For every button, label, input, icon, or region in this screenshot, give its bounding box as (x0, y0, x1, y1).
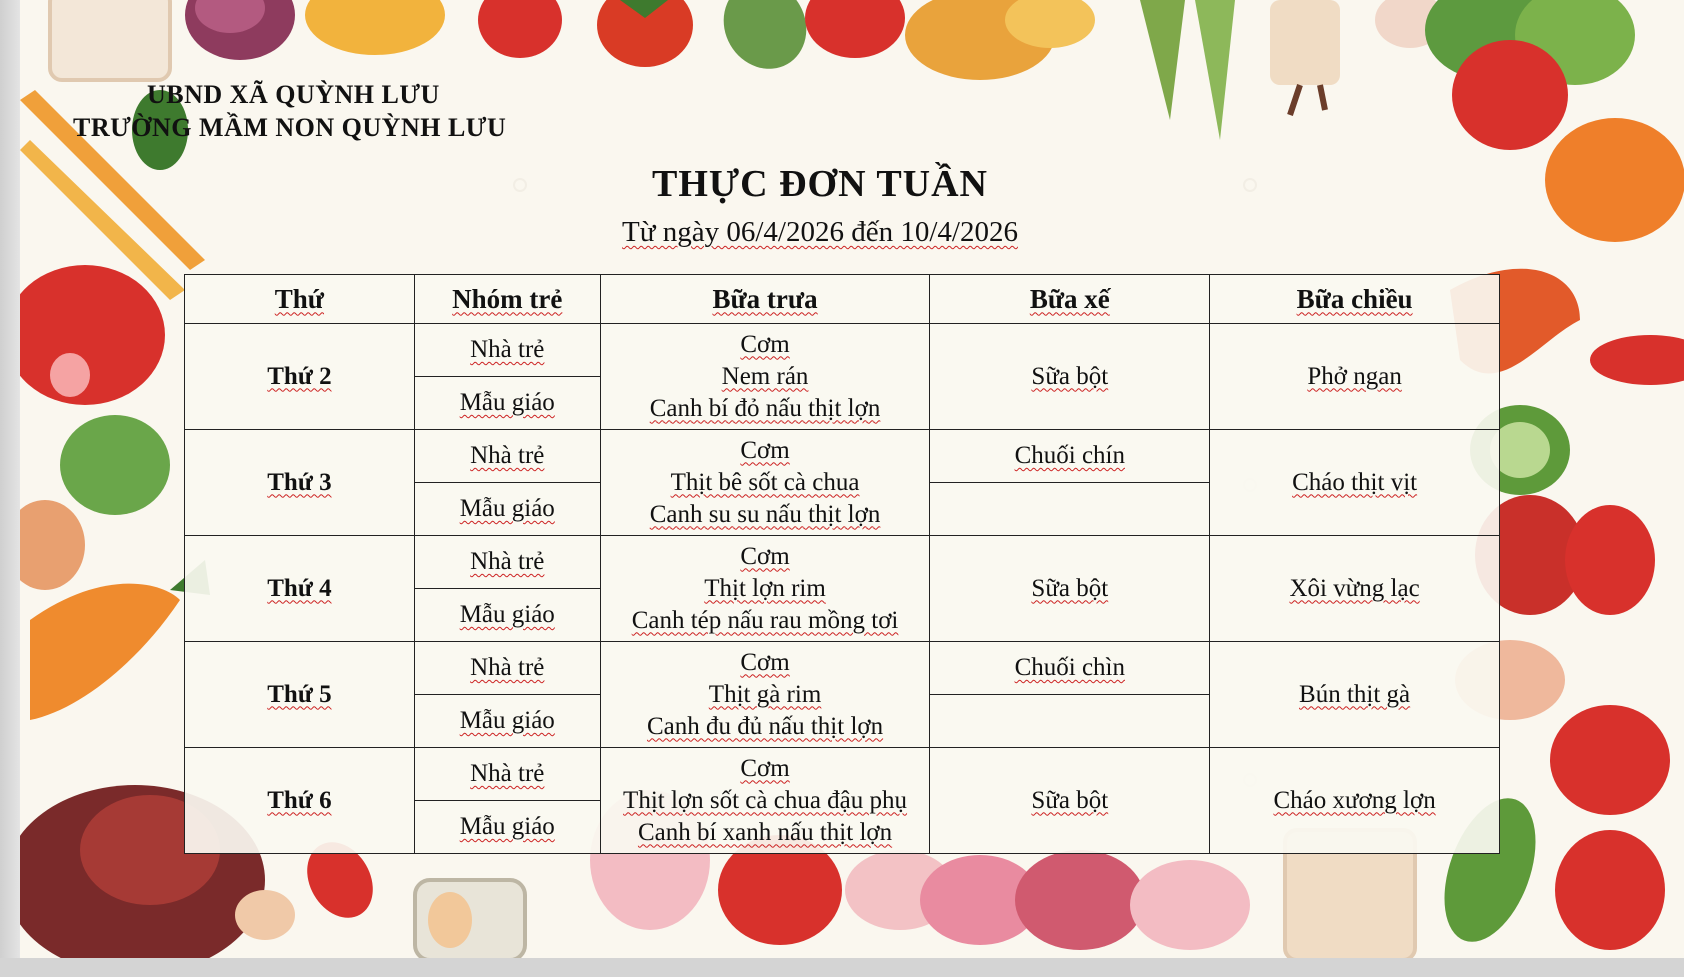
menu-date-range: Từ ngày 06/4/2026 đến 10/4/2026 (622, 216, 1018, 248)
lunch-dish: Canh bí xanh nấu thịt lợn (637, 818, 893, 846)
group-nursery-cell: Nhà trẻ (414, 324, 600, 377)
lunch-dish: Canh đu đủ nấu thịt lợn (646, 712, 884, 740)
lunch-dish: Cơm (740, 330, 790, 358)
table-header-row (185, 275, 1500, 324)
lunch-dish: Thịt bê sốt cà chua (670, 468, 860, 496)
afternoon-cell: Phở ngan (1210, 324, 1500, 430)
group-nursery-cell: Nhà trẻ (414, 430, 600, 483)
table-row (185, 324, 1500, 377)
group-nursery-cell: Nhà trẻ (414, 536, 600, 589)
snack-nursery-cell: Chuối chìn (930, 642, 1210, 695)
weekly-menu-table (184, 274, 1500, 854)
header-lunch: Bữa trưa (600, 275, 930, 324)
snack-cell: Sữa bột (930, 536, 1210, 642)
table-row (185, 430, 1500, 483)
table-body (185, 324, 1500, 854)
lunch-dish: Nem rán (721, 362, 809, 390)
day-cell: Thứ 4 (185, 536, 415, 642)
menu-title: THỰC ĐƠN TUẦN (651, 163, 989, 205)
lunch-cell (600, 642, 930, 748)
lunch-dish: Canh su su nấu thịt lợn (649, 500, 881, 528)
snack-kindergarten-cell (930, 695, 1210, 748)
afternoon-cell: Cháo thịt vịt (1210, 430, 1500, 536)
district-name: UBND XÃ QUỲNH LƯU (147, 80, 440, 109)
snack-cell: Sữa bột (930, 324, 1210, 430)
lunch-cell (600, 748, 930, 854)
table-row (185, 642, 1500, 695)
snack-nursery-cell: Chuối chín (930, 430, 1210, 483)
group-kindergarten-cell: Mẫu giáo (414, 801, 600, 854)
lunch-cell (600, 536, 930, 642)
group-nursery-cell: Nhà trẻ (414, 748, 600, 801)
group-kindergarten-cell: Mẫu giáo (414, 483, 600, 536)
day-cell: Thứ 6 (185, 748, 415, 854)
header-snack: Bữa xế (930, 275, 1210, 324)
lunch-dish: Cơm (740, 542, 790, 570)
page-gutter (0, 0, 20, 977)
group-kindergarten-cell: Mẫu giáo (414, 695, 600, 748)
lunch-dish: Cơm (740, 754, 790, 782)
lunch-dish: Thịt lợn rim (704, 574, 826, 602)
document-page (20, 0, 1684, 958)
table-row (185, 536, 1500, 589)
lunch-dish: Canh tép nấu rau mồng tơi (631, 606, 899, 634)
lunch-cell (600, 430, 930, 536)
lunch-cell (600, 324, 930, 430)
lunch-dish: Thịt lợn sốt cà chua đậu phụ (623, 786, 908, 814)
lunch-dish: Thịt gà rim (708, 680, 822, 708)
header-group: Nhóm trẻ (414, 275, 600, 324)
afternoon-cell: Bún thịt gà (1210, 642, 1500, 748)
day-cell: Thứ 3 (185, 430, 415, 536)
header-afternoon: Bữa chiều (1210, 275, 1500, 324)
lunch-dish: Cơm (740, 648, 790, 676)
group-kindergarten-cell: Mẫu giáo (414, 589, 600, 642)
afternoon-cell: Xôi vừng lạc (1210, 536, 1500, 642)
table-row (185, 748, 1500, 801)
day-cell: Thứ 5 (185, 642, 415, 748)
group-nursery-cell: Nhà trẻ (414, 642, 600, 695)
day-cell: Thứ 2 (185, 324, 415, 430)
group-kindergarten-cell: Mẫu giáo (414, 377, 600, 430)
snack-cell: Sữa bột (930, 748, 1210, 854)
school-name: TRƯỜNG MẦM NON QUỲNH LƯU (73, 113, 507, 142)
afternoon-cell: Cháo xương lợn (1210, 748, 1500, 854)
snack-kindergarten-cell (930, 483, 1210, 536)
window-bottom-strip (0, 958, 1684, 977)
lunch-dish: Canh bí đỏ nấu thịt lợn (649, 394, 881, 422)
lunch-dish: Cơm (740, 436, 790, 464)
header-day: Thứ (185, 275, 415, 324)
